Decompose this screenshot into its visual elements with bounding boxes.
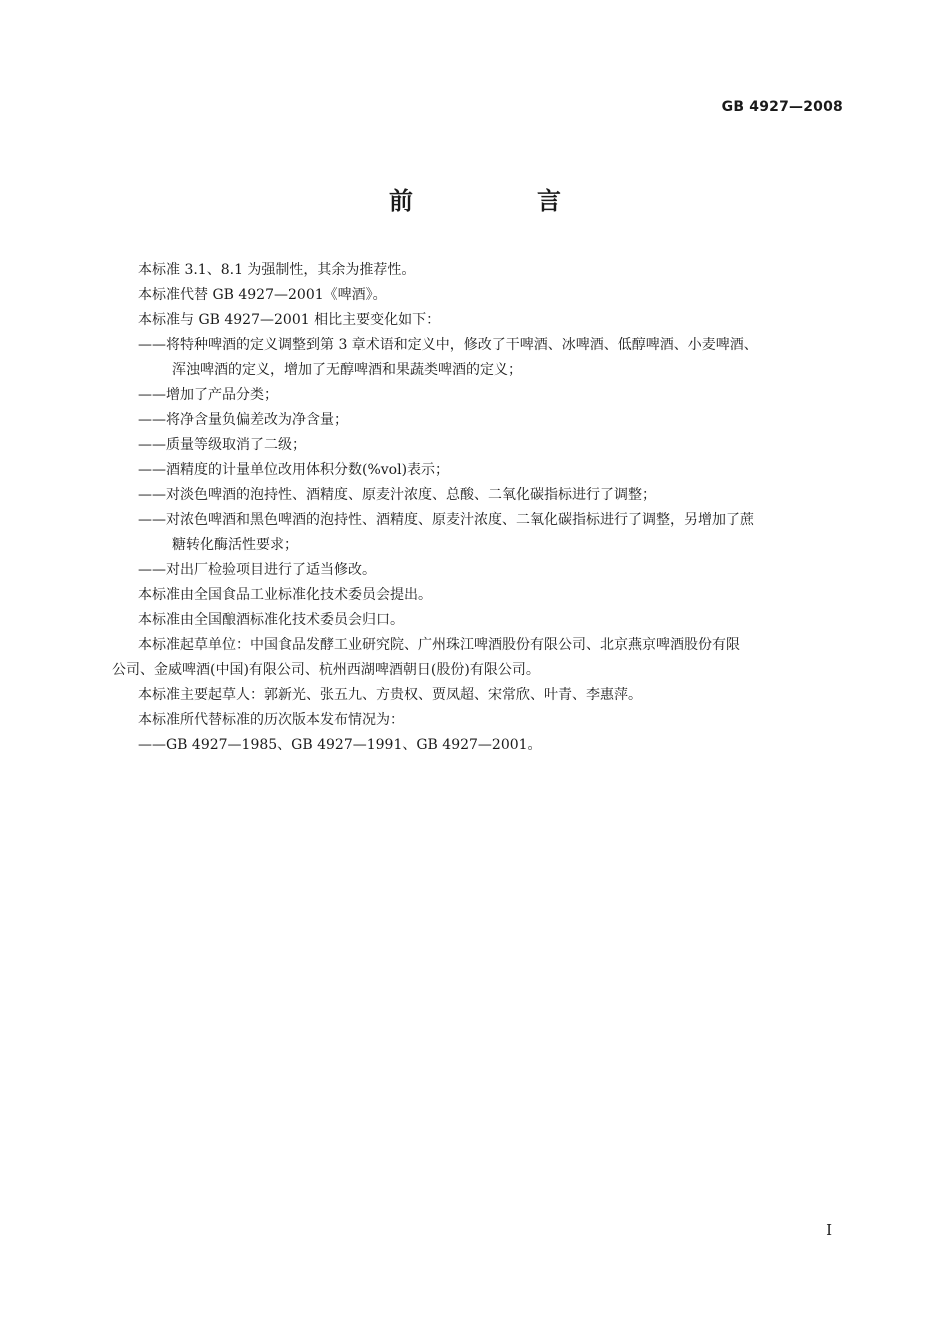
- change-item-text: ——增加了产品分类；: [138, 387, 278, 403]
- foreword-body: [112, 258, 844, 758]
- change-item: [112, 383, 844, 408]
- paragraph-history-versions: ——GB 4927—1985、GB 4927—1991、GB 4927—2001。: [138, 737, 542, 753]
- change-item-text: ——对出厂检验项目进行了适当修改。: [138, 562, 376, 578]
- change-item-text: ——对浓色啤酒和黑色啤酒的泡持性、酒精度、原麦汁浓度、二氧化碳指标进行了调整，另增加了蔗: [138, 512, 754, 528]
- paragraph-proposed-by: 本标准由全国食品工业标准化技术委员会提出。: [138, 587, 432, 603]
- change-item: [112, 458, 844, 483]
- change-item-text: ——将净含量负偏差改为净含量；: [138, 412, 348, 428]
- paragraph-centralized-by: 本标准由全国酿酒标准化技术委员会归口。: [138, 612, 404, 628]
- change-item-text: ——对淡色啤酒的泡持性、酒精度、原麦汁浓度、总酸、二氧化碳指标进行了调整；: [138, 487, 656, 503]
- paragraph-replaces: 本标准代替 GB 4927—2001《啤酒》。: [138, 287, 387, 303]
- change-item-text: ——酒精度的计量单位改用体积分数(%vol)表示；: [138, 462, 450, 478]
- page-title: 前 言: [389, 187, 611, 215]
- change-item-continuation: 浑浊啤酒的定义，增加了无醇啤酒和果蔬类啤酒的定义；: [172, 362, 522, 378]
- change-item-continuation: 糖转化酶活性要求；: [172, 537, 298, 553]
- change-item: [112, 558, 844, 583]
- change-item-text: ——将特种啤酒的定义调整到第 3 章术语和定义中，修改了干啤酒、冰啤酒、低醇啤酒、小麦啤酒、: [138, 337, 758, 353]
- paragraph-changes-intro: 本标准与 GB 4927—2001 相比主要变化如下：: [138, 312, 441, 328]
- change-item: [112, 433, 844, 458]
- drafting-units-continuation: 公司、金威啤酒(中国)有限公司、杭州西湖啤酒朝日(股份)有限公司。: [112, 662, 540, 678]
- change-item: [112, 408, 844, 433]
- paragraph-history-intro: 本标准所代替标准的历次版本发布情况为：: [138, 712, 404, 728]
- change-item: [112, 333, 844, 383]
- change-item: [112, 508, 844, 558]
- drafting-units-line: 本标准起草单位：中国食品发酵工业研究院、广州珠江啤酒股份有限公司、北京燕京啤酒股份有限: [138, 637, 740, 653]
- paragraph-mandatory-clauses: 本标准 3.1、8.1 为强制性，其余为推荐性。: [138, 262, 416, 278]
- paragraph-drafters: 本标准主要起草人：郭新光、张五九、方贵权、贾凤超、宋常欣、叶青、李惠萍。: [138, 687, 642, 703]
- change-item: [112, 483, 844, 508]
- standard-code: GB 4927—2008: [721, 99, 843, 115]
- page-number: I: [826, 1221, 832, 1239]
- change-item-text: ——质量等级取消了二级；: [138, 437, 306, 453]
- paragraph-drafting-units: [112, 633, 844, 683]
